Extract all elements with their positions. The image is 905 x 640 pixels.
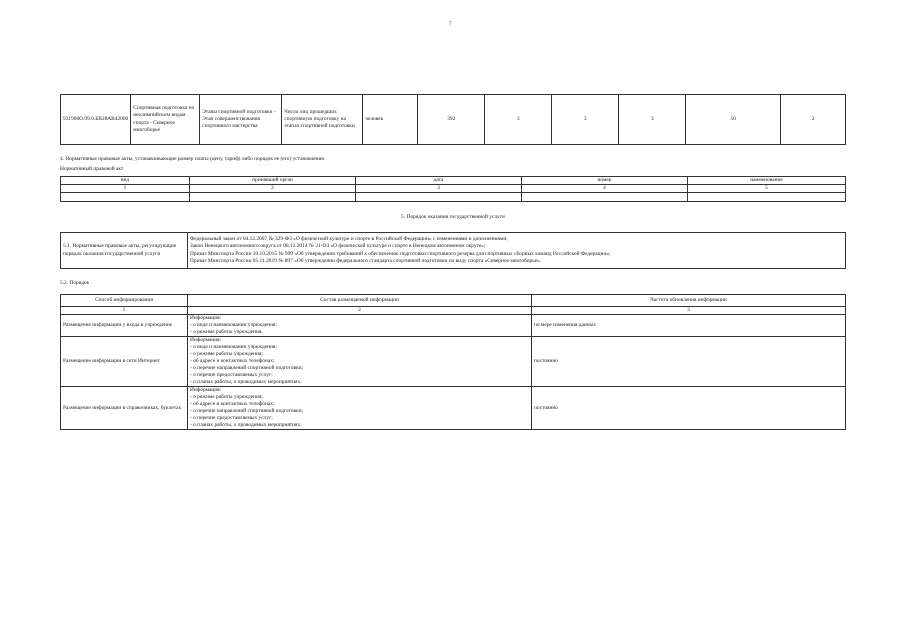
content-line: - о режиме работы учреждения; [190,394,263,401]
informing-frequency: по мере изменения данных [532,315,846,337]
sport-name: Спортивная подготовка по неолимпийским видам спорта - Северное многоборье [131,95,200,145]
column-number: 1 [61,185,190,193]
section5-heading: 5. Порядок оказания государственной услуги [401,214,505,220]
column-number: 4 [522,185,688,193]
table-row [61,337,846,387]
table-row [61,233,846,269]
informing-content [188,387,532,430]
table-row [61,387,846,430]
table-row [61,315,846,337]
legal-basis-label: 5.1. Нормативные правовые акты, регулирующие порядок оказания государственной услуги [61,233,188,269]
column-header: Частота обновления информации [532,295,846,307]
informing-frequency: постоянно [532,337,846,387]
legal-basis-list [188,233,846,269]
informing-frequency: постоянно [532,387,846,430]
section4-caption: Нормативный правовой акт [60,166,124,172]
value-cell: 392 [418,95,485,145]
content-line: - о планах работы, о проводимых мероприятиях. [190,379,302,386]
content-line: - о режиме работы учреждения; [190,351,263,358]
column-number: 2 [188,307,532,315]
content-line: - о виде и наименовании учреждения; [190,344,277,351]
table-row [61,193,846,202]
column-number: 3 [532,307,846,315]
column-header: Состав размещаемой информации [188,295,532,307]
table-row [61,95,846,145]
column-header: наименование [688,177,846,185]
value-cell: 3 [485,95,552,145]
value-cell: 50 [686,95,781,145]
legal-basis-table [60,232,846,269]
value-cell: 2 [781,95,846,145]
content-line: - о перечне направлений спортивной подготовки; [190,408,304,415]
content-line: - о перечне предоставляемых услуг; [190,415,273,422]
table-header-row [61,177,846,185]
content-line: - о планах работы, о проводимых мероприятиях. [190,422,302,429]
column-header: номер [522,177,688,185]
informing-method: Размещение информации в справочниках, буклетах [61,387,188,430]
content-line: Информация: [190,337,222,344]
informing-method: Размещение информации у входа в учреждение [61,315,188,337]
column-number: 1 [61,307,188,315]
page-number: 7 [449,22,452,27]
legal-act: Приказ Минспорта России 05.11.2019 № 897 «Об утверждении федерального стандарта спортивной подготовки по виду спорта «Северное многоборье». [190,257,542,264]
stage-name: Этапы спортивной подготовки - Этап совершенствования спортивного мастерства [200,95,282,145]
legal-acts-table [60,176,846,202]
service-volume-table [60,94,846,145]
content-line: - об адресе и контактных телефонах; [190,401,275,408]
column-header: вид [61,177,190,185]
value-cell: 3 [619,95,686,145]
registry-code: 931900О.99.0.БВ28АВ42000 [61,95,131,145]
column-number: 3 [356,185,522,193]
column-header: принявший орган [190,177,356,185]
value-cell: 3 [552,95,619,145]
informing-content [188,337,532,387]
table-row [61,185,846,193]
content-line: - о виде и наименовании учреждения; [190,322,277,329]
legal-act: Закон Ненецкого автономного округа от 08.12.2014 № 21-ОЗ «О физической культуре и спорте в Ненецком автономном округе»; [190,243,486,250]
unit-cell: человек [363,95,418,145]
informing-method: Размещение информации в сети Интернет [61,337,188,387]
content-line: - о перечне направлений спортивной подготовки; [190,365,304,372]
column-header: дата [356,177,522,185]
section52-heading: 5.2. Порядок [60,280,90,286]
indicator-name: Число лиц прошедших спортивную подготовку на этапах спортивной подготовки [282,95,363,145]
section4-heading: 4. Нормативные правовые акты, устанавливающие размер платы (цену, тариф) либо порядок ее (его) установления [60,156,324,162]
informing-content [188,315,532,337]
column-header: Способ информирования [61,295,188,307]
content-line: Информация: [190,315,222,322]
column-number: 5 [688,185,846,193]
content-line: - о перечне предоставляемых услуг; [190,372,273,379]
legal-act: Приказ Минспорта России 30.10.2015 № 999 «Об утверждении требований к обеспечению подготовки спортивного резерва для спортивных сборных команд Российской Федерации»; [190,250,611,257]
informing-table [60,294,846,430]
content-line: Информация: [190,387,222,394]
column-number: 2 [190,185,356,193]
table-header-row [61,295,846,307]
content-line: - об адресе и контактных телефонах; [190,358,275,365]
content-line: - о режиме работы учреждения. [190,329,263,336]
table-row [61,307,846,315]
legal-act: Федеральный закон от 04.12.2007 № 329-ФЗ «О физической культуре и спорте в Российской Федерации» с изменениями и дополнениями; [190,236,508,243]
